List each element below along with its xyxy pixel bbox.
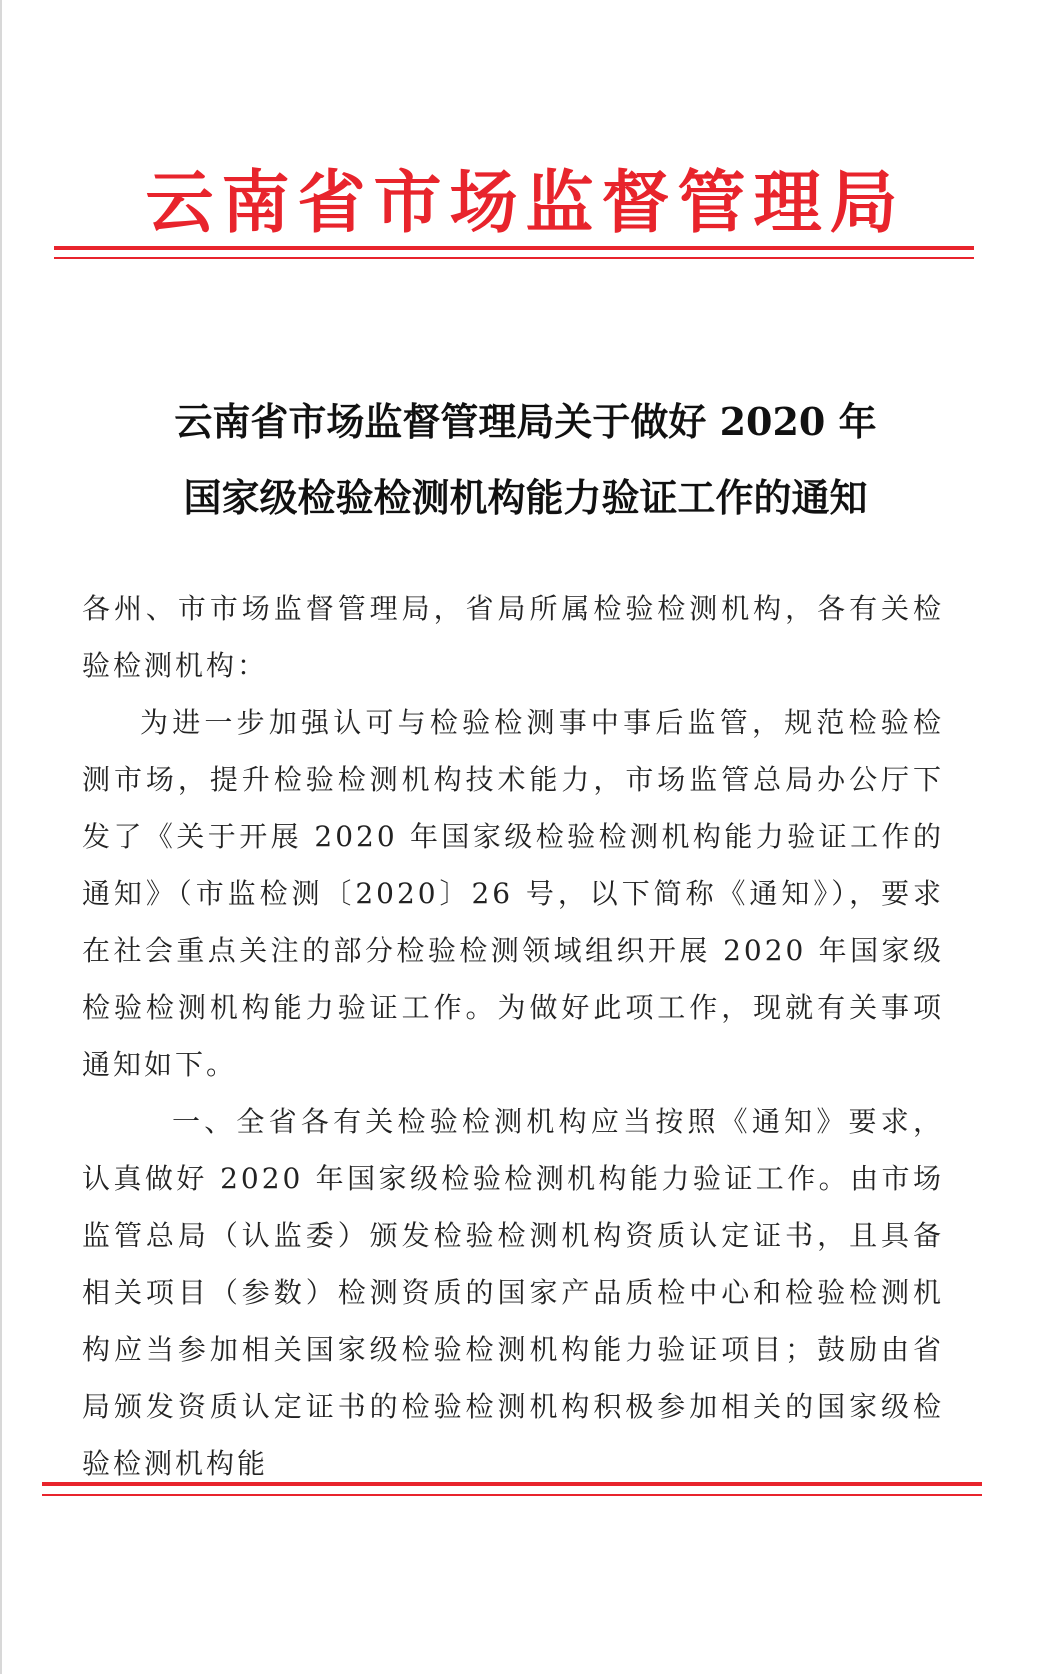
letterhead-rule-thick [54, 246, 974, 250]
footer-rule-thin [42, 1494, 982, 1496]
document-title [2, 384, 1047, 536]
agency-letterhead-title: 云南省市场监督管理局 [145, 163, 906, 243]
letterhead-rule-thin [54, 257, 974, 259]
document-title-line-1: 云南省市场监督管理局关于做好 2020 年 [174, 399, 877, 444]
paragraph-1: 为进一步加强认可与检验检测事中事后监管，规范检验检测市场，提升检验检测机构技术能力，市场监管总局办公厅下发了《关于开展 2020 年国家级检验检测机构能力验证工作的通知》（市监检测〔2020〕26 号，以下简称《通知》），要求在社会重点关注的部分检验检测领域组织开展 2020 年国家级检验检测机构能力验证工作。为做好此项工作，现就有关事项通知如下。 [82, 706, 944, 1081]
paragraph-2: 一、全省各有关检验检测机构应当按照《通知》要求，认真做好 2020 年国家级检验检测机构能力验证工作。由市场监管总局（认监委）颁发检验检测机构资质认定证书，且具备相关项目（参数）检测资质的国家产品质检中心和检验检测机构应当参加相关国家级检验检测机构能力验证项目；鼓励由省局颁发资质认定证书的检验检测机构积极参加相关的国家级检验检测机构能 [82, 1105, 944, 1480]
document-title-line-2: 国家级检验检测机构能力验证工作的通知 [183, 475, 868, 520]
salutation: 各州、市市场监督管理局，省局所属检验检测机构，各有关检验检测机构： [82, 592, 944, 682]
footer-rule-thick [42, 1482, 982, 1486]
document-body [82, 580, 944, 1492]
